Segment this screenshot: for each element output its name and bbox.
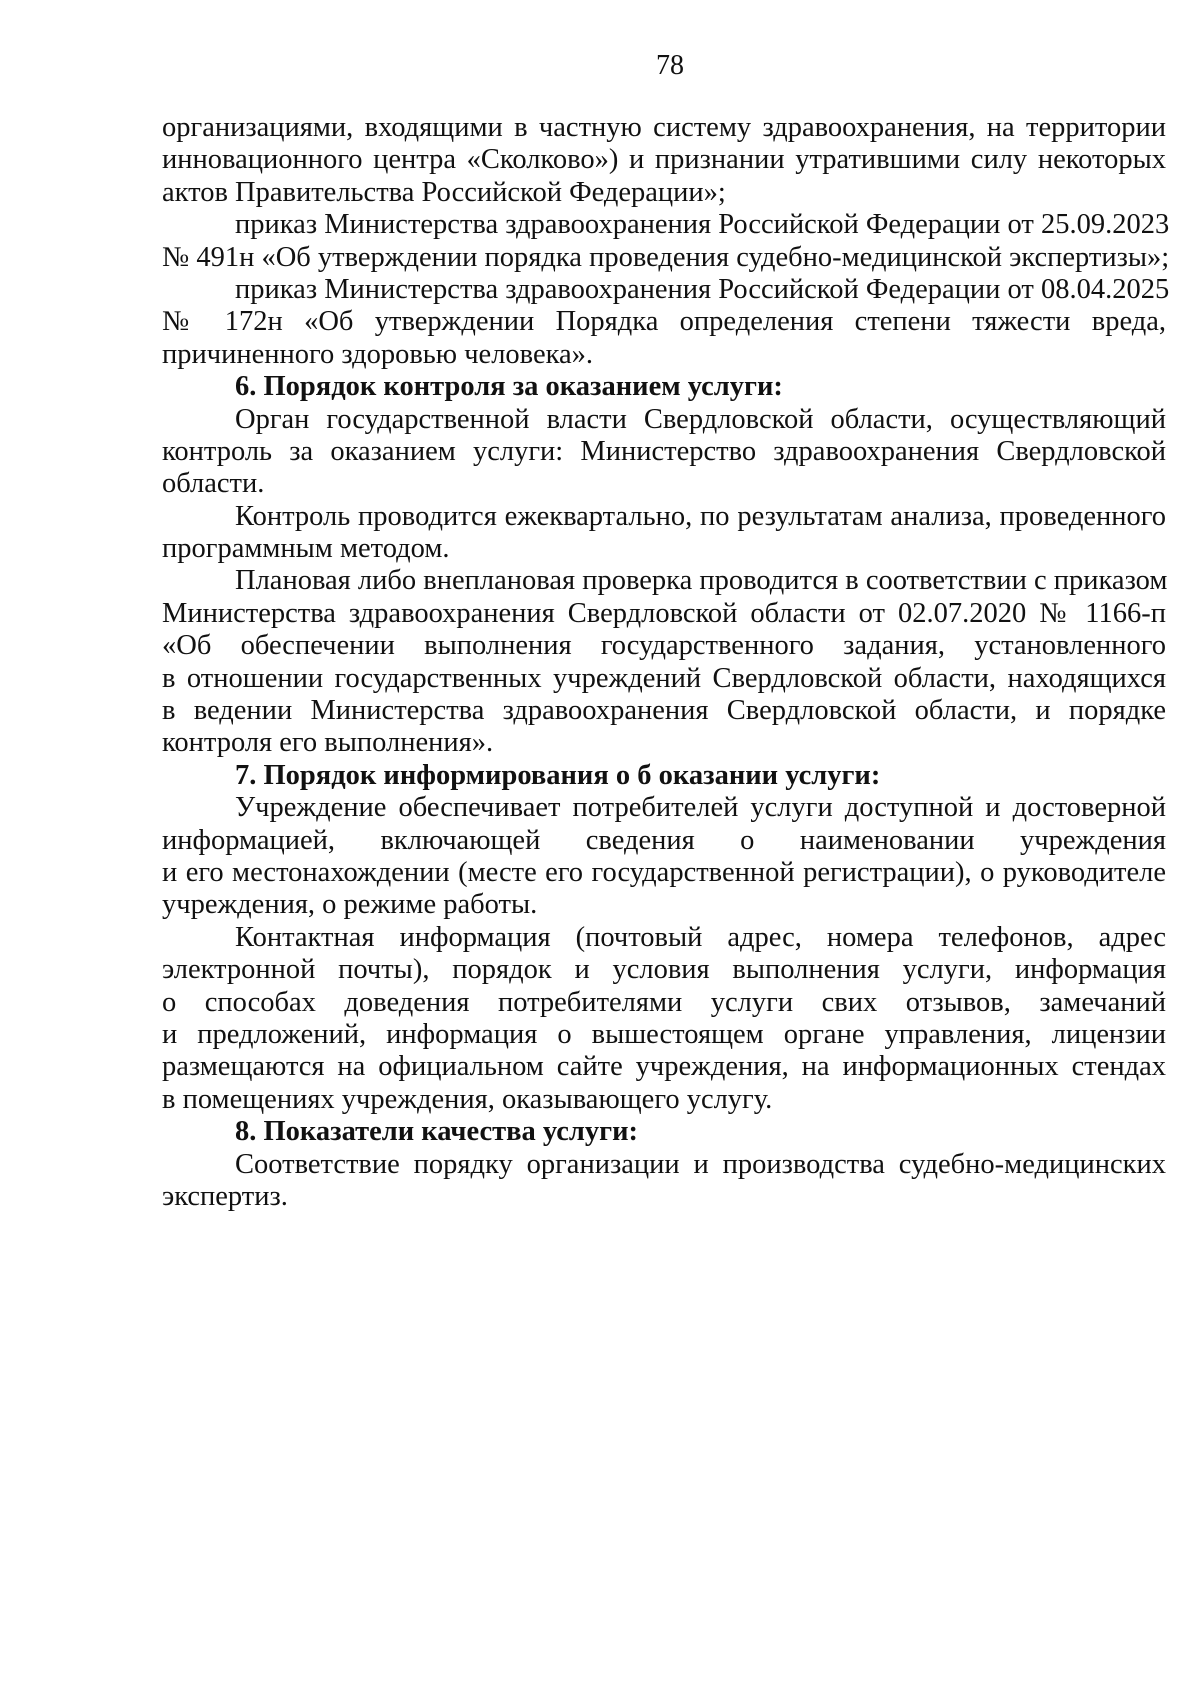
text-line: Соответствие порядку организации и производства судебно-медицинских [235, 1148, 1166, 1180]
text-line: в ведении Министерства здравоохранения Свердловской области, и порядке [162, 695, 1166, 727]
text-line: Контактная информация (почтовый адрес, номера телефонов, адрес [235, 921, 1166, 953]
text-line: Орган государственной власти Свердловской области, осуществляющий [235, 403, 1166, 435]
text-line: Плановая либо внеплановая проверка проводится в соответствии с приказом [235, 565, 1168, 597]
text-line: размещаются на официальном сайте учреждения, на информационных стендах [162, 1051, 1166, 1083]
text-line: в помещениях учреждения, оказывающего услугу. [162, 1083, 773, 1115]
text-line: Министерства здравоохранения Свердловской области от 02.07.2020 № 1166-п [162, 597, 1166, 629]
text-line: организациями, входящими в частную систему здравоохранения, на территории [162, 112, 1166, 143]
text-line: о способах доведения потребителями услуги свих отзывов, замечаний [162, 986, 1166, 1018]
document-body [162, 112, 1170, 1213]
text-line: актов Правительства Российской Федерации»; [162, 176, 726, 208]
text-line: экспертиз. [162, 1180, 288, 1212]
text-line: информацией, включающей сведения о наименовании учреждения [162, 824, 1166, 856]
text-line: и его местонахождении (месте его государственной регистрации), о руководителе [162, 856, 1166, 888]
text-line: контроль за оказанием услуги: Министерство здравоохранения Свердловской [162, 435, 1166, 467]
text-line: «Об обеспечении выполнения государственного задания, установленного [162, 630, 1166, 662]
text-line: Контроль проводится ежеквартально, по результатам анализа, проведенного [235, 500, 1166, 532]
page-number: 78 [656, 50, 684, 81]
section-heading: 7. Порядок информирования о б оказании услуги: [235, 759, 881, 791]
text-line: контроля его выполнения». [162, 727, 494, 759]
text-line: приказ Министерства здравоохранения Российской Федерации от 25.09.2023 [235, 209, 1170, 241]
text-line: № 172н «Об утверждении Порядка определения степени тяжести вреда, [162, 306, 1166, 338]
text-line: области. [162, 468, 265, 500]
text-line: причиненного здоровью человека». [162, 338, 594, 370]
text-line: приказ Министерства здравоохранения Российской Федерации от 08.04.2025 [235, 273, 1170, 305]
text-line: в отношении государственных учреждений Свердловской области, находящихся [162, 662, 1166, 694]
text-line: и предложений, информация о вышестоящем органе управления, лицензии [162, 1018, 1166, 1050]
text-line: Учреждение обеспечивает потребителей услуги доступной и достоверной [235, 792, 1166, 824]
text-line: инновационного центра «Сколково») и признании утратившими силу некоторых [162, 144, 1166, 176]
text-line: № 491н «Об утверждении порядка проведения судебно-медицинской экспертизы»; [162, 241, 1170, 273]
text-line: электронной почты), порядок и условия выполнения услуги, информация [162, 954, 1166, 986]
section-heading: 8. Показатели качества услуги: [235, 1116, 639, 1148]
section-heading: 6. Порядок контроля за оказанием услуги: [235, 371, 783, 403]
text-line: программным методом. [162, 533, 450, 565]
text-line: учреждения, о режиме работы. [162, 889, 538, 921]
